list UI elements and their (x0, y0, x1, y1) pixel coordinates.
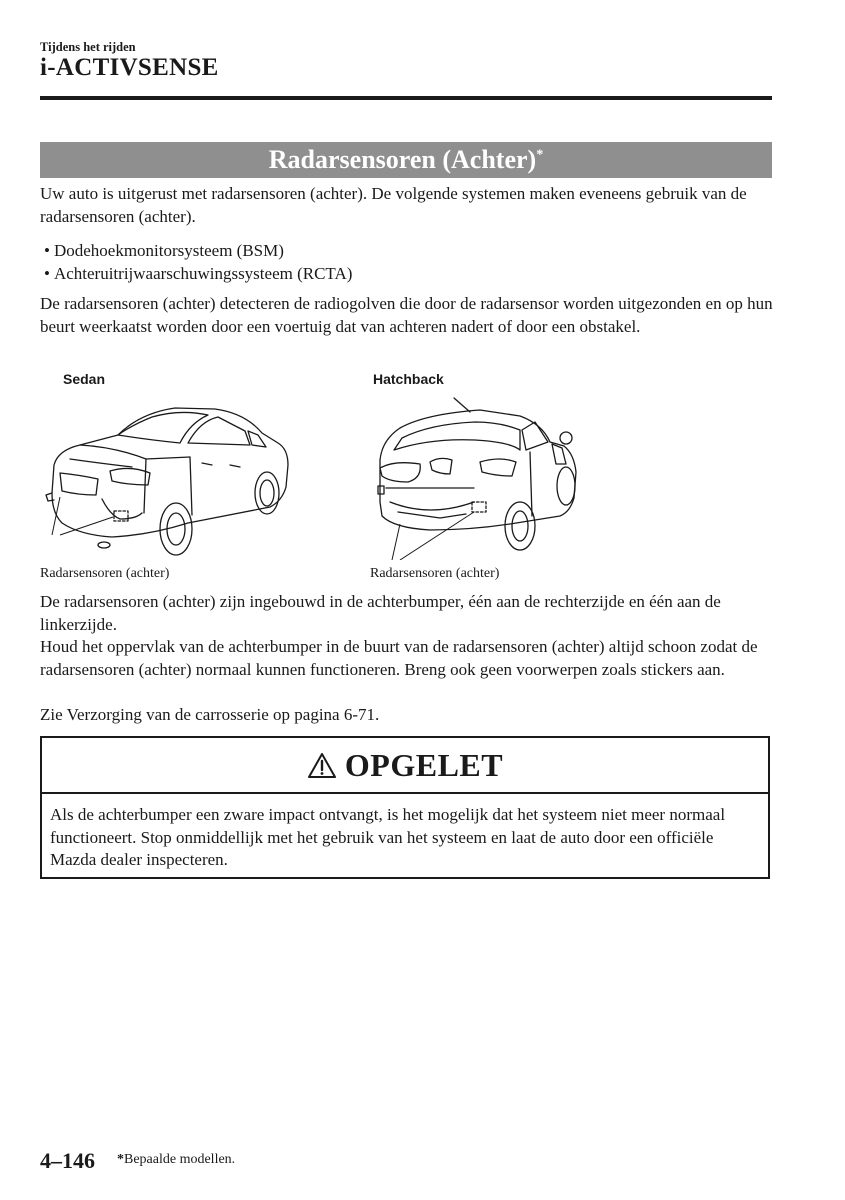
list-item (44, 262, 352, 285)
page-number: 4–146 (40, 1148, 95, 1173)
system-list (44, 239, 352, 285)
banner-asterisk: * (536, 147, 544, 163)
list-item-text: Achteruitrijwaarschuwingssysteem (RCTA) (53, 264, 353, 283)
cleaning-paragraph: Houd het oppervlak van de achterbumper in de buurt van de radarsensoren (achter) altijd schoon zodat de radarsensoren (achter) normaal kunnen functioneren. Breng ook geen voorwerpen zoals stickers aan. (40, 637, 758, 679)
sedan-illustration (40, 395, 340, 560)
footnote-marker: * (117, 1152, 124, 1167)
footnote (117, 1152, 235, 1168)
caution-box (40, 736, 770, 879)
banner-title: Radarsensoren (Achter) (268, 145, 537, 174)
hatchback-caption: Radarsensoren (achter) (370, 566, 500, 581)
list-item (44, 239, 352, 262)
hatchback-illustration (370, 390, 585, 560)
warning-triangle-icon (307, 752, 337, 779)
caution-header (42, 738, 768, 794)
section-title: i-ACTIVSENSE (40, 54, 219, 81)
sedan-label: Sedan (63, 371, 106, 387)
list-item-text: Dodehoekmonitorsysteem (BSM) (53, 241, 284, 260)
reference-paragraph: Zie Verzorging van de carrosserie op pagina 6-71. (40, 705, 380, 724)
caution-title: OPGELET (344, 747, 504, 783)
footnote-text: Bepaalde modellen. (124, 1152, 236, 1167)
topic-banner (40, 142, 772, 178)
sedan-caption: Radarsensoren (achter) (40, 566, 170, 581)
header-rule (40, 96, 772, 100)
intro-paragraph: Uw auto is uitgerust met radarsensoren (achter). De volgende systemen maken eveneens gebruik van de radarsensoren (achter). (40, 184, 747, 226)
caution-text: Als de achterbumper een zware impact ontvangt, is het mogelijk dat het systeem niet meer normaal functioneert. Stop onmiddellijk met het gebruik van het systeem en laat de auto door een officiële Mazda dealer inspecteren. (50, 805, 726, 869)
mounting-paragraph: De radarsensoren (achter) zijn ingebouwd in de achterbumper, één aan de rechterzijde en één aan de linkerzijde. (40, 592, 721, 634)
hatchback-label: Hatchback (373, 371, 444, 387)
detection-paragraph: De radarsensoren (achter) detecteren de radiogolven die door de radarsensor worden uitgezonden en op hun beurt weerkaatst worden door een voertuig dat van achteren nadert of door een obstakel. (40, 294, 773, 336)
chapter-heading: Tijdens het rijden (40, 40, 136, 54)
